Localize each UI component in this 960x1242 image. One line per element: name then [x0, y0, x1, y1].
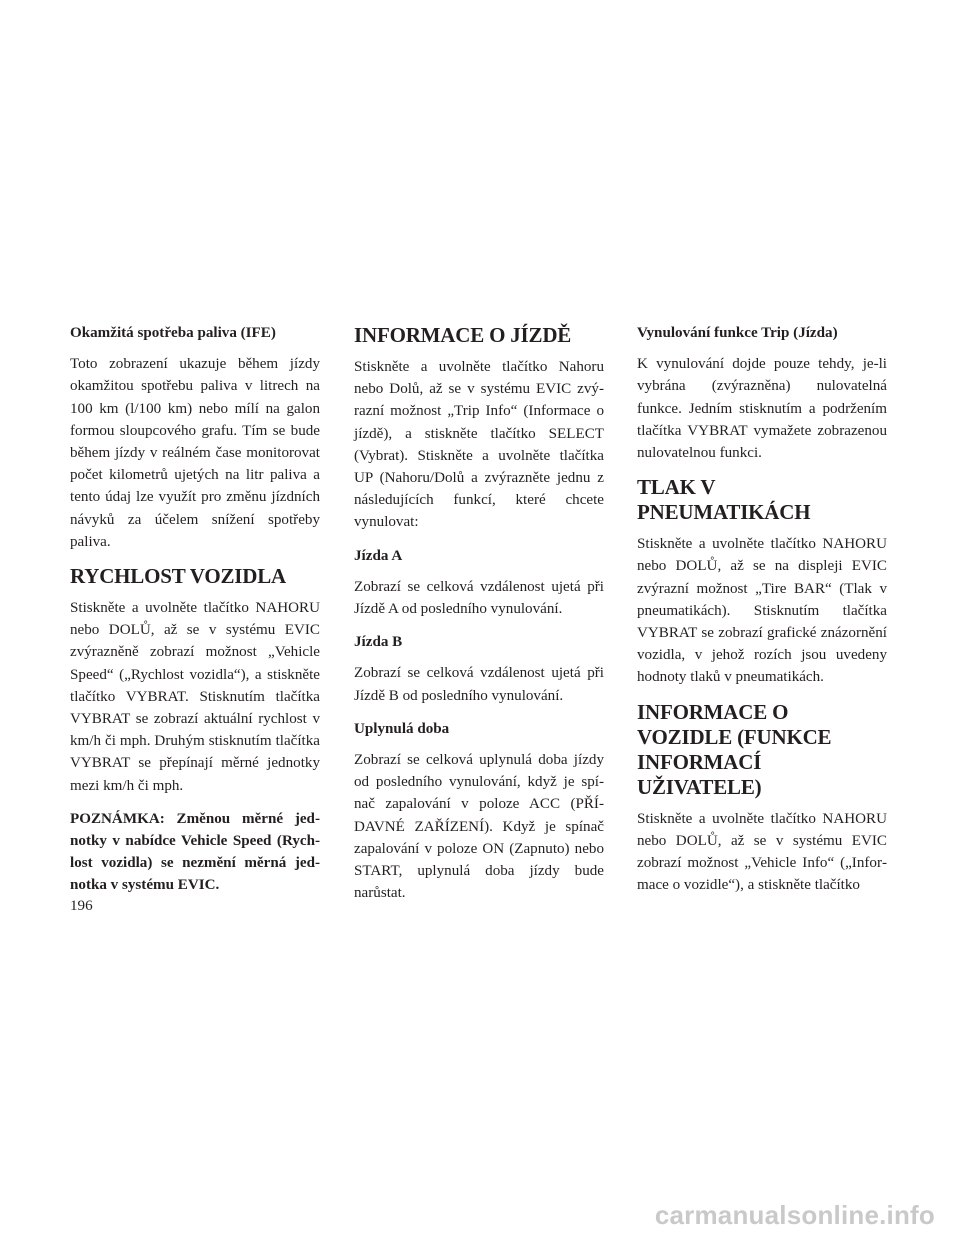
trip-reset-text: K vynulování dojde pouze tehdy, je-li vybrána (zvýrazněna) nulovatelná funkce. Jedním stisknutím a podržením tlačítka VYBRAT vymažete zobrazenou nulovatelnou funkci.: [637, 356, 887, 462]
column-2: [354, 322, 604, 915]
watermark: carmanualsonline.info: [654, 1200, 935, 1230]
trip-reset-heading: Vynulování funkce Trip (Jízda): [637, 325, 838, 341]
tire-pressure-heading: TLAK V PNEUMATIKÁCH: [637, 475, 811, 525]
trip-b-heading: Jízda B: [354, 634, 403, 651]
trip-info-heading: INFORMACE O JÍZDĚ: [354, 323, 572, 347]
trip-a-heading: Jízda A: [354, 547, 403, 564]
page-number: 196: [70, 898, 93, 914]
column-3: [637, 322, 887, 907]
vehicle-info-heading: INFORMACE O VOZIDLE (FUNKCE INFORMACÍ UŽIVATELE): [637, 699, 832, 799]
ife-heading: Okamžitá spotřeba paliva (IFE): [70, 325, 276, 341]
column-1: [70, 322, 320, 907]
trip-a-text: Zobrazí se celková vzdálenost ujetá při Jízdě A od posledního vynulování.: [354, 578, 604, 618]
tire-pressure-text: Stiskněte a uvolněte tlačítko NAHORU nebo DOLŮ, až se na displeji EVIC zvýrazní možnost „Tire BAR“ (Tlak v pneumatikách). Stisknutím tlačítka VYBRAT se zobrazí grafické znázornění vozidla, v jehož rozích jsou uvedeny hodnoty tlaků v pneumatikách.: [637, 536, 887, 686]
note-text: POZNÁMKA: Změnou měrné jednotky v nabídce Vehicle Speed (Rychlost vozidla) se nezmění měrná jednotka v systému EVIC.: [70, 810, 320, 894]
vehicle-speed-heading: RYCHLOST VOZIDLA: [70, 564, 287, 589]
ife-text: Toto zobrazení ukazuje během jízdy okamžitou spotřebu paliva v litrech na 100 km (l/100 km) nebo mílí na galon formou sloupcového grafu. Tím se bude během jízdy v reálném čase monitorovat počet kilometrů ujetých na litr paliva a tento údaj lze využít pro změnu jízdních návyků za účelem snížení spotřeby paliva.: [70, 356, 320, 550]
vehicle-speed-text: Stiskněte a uvolněte tlačítko NAHORU nebo DOLŮ, až se v systému EVIC zvýrazněně zobrazí možnost „Vehicle Speed“ („Rychlost vozidla“), a stiskněte tlačítko VYBRAT. Stisknutím tlačítka VYBRAT se zobrazí aktuální rychlost v km/h či mph. Druhým stisknutím tlačítka VYBRAT se přepínají měrné jednotky mezi km/h či mph.: [70, 600, 320, 794]
vehicle-info-text: Stiskněte a uvolněte tlačítko NAHORU nebo DOLŮ, až se v systému EVIC zobrazí možnost „Vehicle Info“ („Informace o vozidle“), a stiskněte tlačítko: [637, 810, 887, 894]
trip-b-text: Zobrazí se celková vzdálenost ujetá při Jízdě B od posledního vynulování.: [354, 665, 604, 704]
trip-info-text: Stiskněte a uvolněte tlačítko Nahoru nebo Dolů, až se v systému EVIC zvýrazní možnost „Trip Info“ (Informace o jízdě), a stiskněte tlačítko SELECT (Vybrat). Stiskněte a uvolněte tlačítka UP (Nahoru/Dolů a zvýrazněte jednu z následujících funkcí, které chcete vynulovat:: [354, 359, 604, 531]
elapsed-time-text: Zobrazí se celková uplynulá doba jízdy od posledního vynulování, když je spínač zapalování v poloze ACC (PŘÍDAVNÉ ZAŘÍZENÍ). Když je spínač zapalování v poloze ON (Zapnuto) nebo START, uplynulá doba jízdy bude narůstat.: [354, 752, 604, 902]
elapsed-time-heading: Uplynulá doba: [354, 720, 450, 737]
